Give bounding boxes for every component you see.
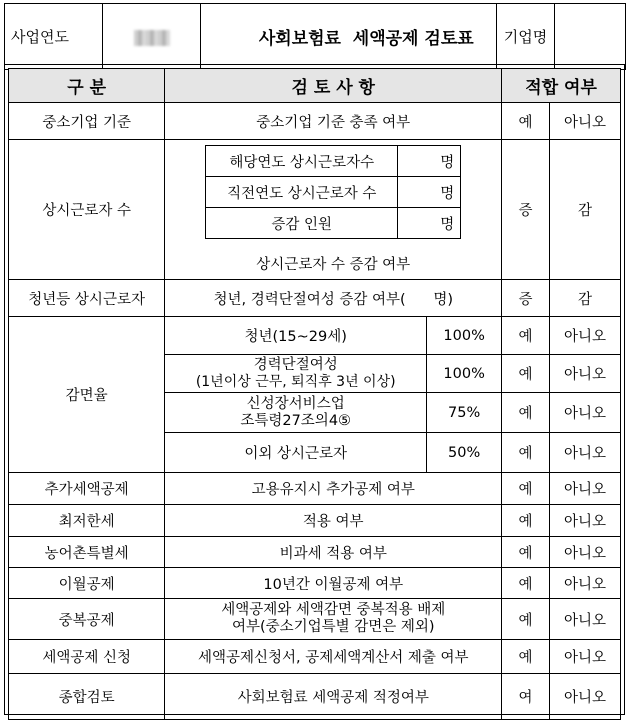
row-item: 10년간 이월공제 여부 [165,568,502,599]
count-label: 직전연도 상시근로자 수 [206,177,398,208]
company-value-cell [555,4,626,70]
row-item: 세액공제신청서, 공제세액계산서 제출 여부 [165,640,502,674]
row-category: 세액공제 신청 [9,640,165,674]
year-label: 사업연도 [11,28,69,46]
table-row [9,103,621,140]
table-row [9,674,621,720]
option-no[interactable]: 아니오 [549,599,620,640]
row-item-line: 세액공제와 세액감면 중복적용 배제 [221,602,446,619]
table-row [9,640,621,674]
row-category: 상시근로자 수 [9,140,165,280]
table-row [9,140,621,280]
regular-worker-cell [165,140,502,280]
option-increase[interactable]: 증 [502,280,550,317]
option-no[interactable]: 아니오 [549,355,620,393]
option-increase[interactable]: 증 [502,140,550,280]
column-header-row [9,69,621,103]
count-label: 해당연도 상시근로자수 [206,146,398,177]
row-category: 이월공제 [9,568,165,599]
reduction-label-line: (1년이상 근무, 퇴직후 3년 이상) [195,373,396,390]
row-category: 감면율 [9,317,165,473]
reduction-rate: 100% [427,355,502,393]
row-item: 청년, 경력단절여성 증감 여부( 명) [165,280,502,317]
option-no[interactable]: 아니오 [549,505,620,537]
option-yes[interactable]: 예 [502,433,550,473]
table-row [9,599,621,640]
option-yes[interactable]: 예 [502,473,550,505]
reduction-rate: 100% [427,317,502,355]
option-yes[interactable]: 예 [502,317,550,355]
option-yes[interactable]: 여 [502,674,550,720]
row-category: 청년등 상시근로자 [9,280,165,317]
reduction-label [165,393,427,433]
reduction-rate: 75% [427,393,502,433]
count-unit: 명 [398,208,461,239]
option-no[interactable]: 아니오 [549,317,620,355]
reduction-label: 청년(15~29세) [165,317,427,355]
option-yes[interactable]: 예 [502,505,550,537]
count-label: 증감 인원 [206,208,398,239]
option-yes[interactable]: 예 [502,103,550,140]
reduction-label-line: 신성장서비스업 [246,395,345,412]
row-item [165,599,502,640]
option-no[interactable]: 아니오 [549,674,620,720]
row-category: 중소기업 기준 [9,103,165,140]
option-yes[interactable]: 예 [502,599,550,640]
review-table [8,68,621,720]
option-decrease[interactable]: 감 [549,280,620,317]
option-no[interactable]: 아니오 [549,433,620,473]
column-header-review: 검 토 사 항 [165,69,502,103]
table-row [9,537,621,568]
row-item: 상시근로자 수 증감 여부 [256,257,411,273]
table-row [9,473,621,505]
redacted-year [134,30,170,46]
option-no[interactable]: 아니오 [549,568,620,599]
table-row [9,280,621,317]
row-category: 종합검토 [9,674,165,720]
header-table [4,3,626,70]
option-yes[interactable]: 예 [502,537,550,568]
option-no[interactable]: 아니오 [549,537,620,568]
review-table-frame [4,64,625,715]
row-category: 최저한세 [9,505,165,537]
option-yes[interactable]: 예 [502,393,550,433]
reduction-label [165,355,427,393]
row-category: 중복공제 [9,599,165,640]
table-row [9,568,621,599]
reduction-rate: 50% [427,433,502,473]
option-yes[interactable]: 예 [502,568,550,599]
option-decrease[interactable]: 감 [549,140,620,280]
table-row [9,317,621,355]
reduction-label-line: 조특령27조의4⑤ [240,412,352,429]
option-yes[interactable]: 예 [502,355,550,393]
row-category: 농어촌특별세 [9,537,165,568]
page-title: 사회보험료 세액공제 검토표 [258,29,474,49]
worker-count-box [205,145,461,239]
row-category: 추가세액공제 [9,473,165,505]
count-unit: 명 [398,146,461,177]
option-no[interactable]: 아니오 [549,640,620,674]
company-label: 기업명 [503,28,548,46]
count-unit: 명 [398,177,461,208]
option-no[interactable]: 아니오 [549,393,620,433]
company-label-cell [497,4,555,70]
reduction-label-line: 경력단절여성 [253,357,338,374]
row-item: 고용유지시 추가공제 여부 [165,473,502,505]
year-value-cell [103,4,201,70]
year-label-cell [5,4,103,70]
row-item-line: 여부(중소기업특별 감면은 제외) [231,619,435,635]
option-no[interactable]: 아니오 [549,103,620,140]
option-no[interactable]: 아니오 [549,473,620,505]
title-cell [201,4,497,70]
row-item: 중소기업 기준 충족 여부 [165,103,502,140]
row-item: 적용 여부 [165,505,502,537]
column-header-category: 구 분 [9,69,165,103]
row-item: 사회보험료 세액공제 적정여부 [165,674,502,720]
column-header-suitability: 적합 여부 [502,69,621,103]
option-yes[interactable]: 예 [502,640,550,674]
table-row [9,505,621,537]
reduction-label: 이외 상시근로자 [165,433,427,473]
row-item: 비과세 적용 여부 [165,537,502,568]
